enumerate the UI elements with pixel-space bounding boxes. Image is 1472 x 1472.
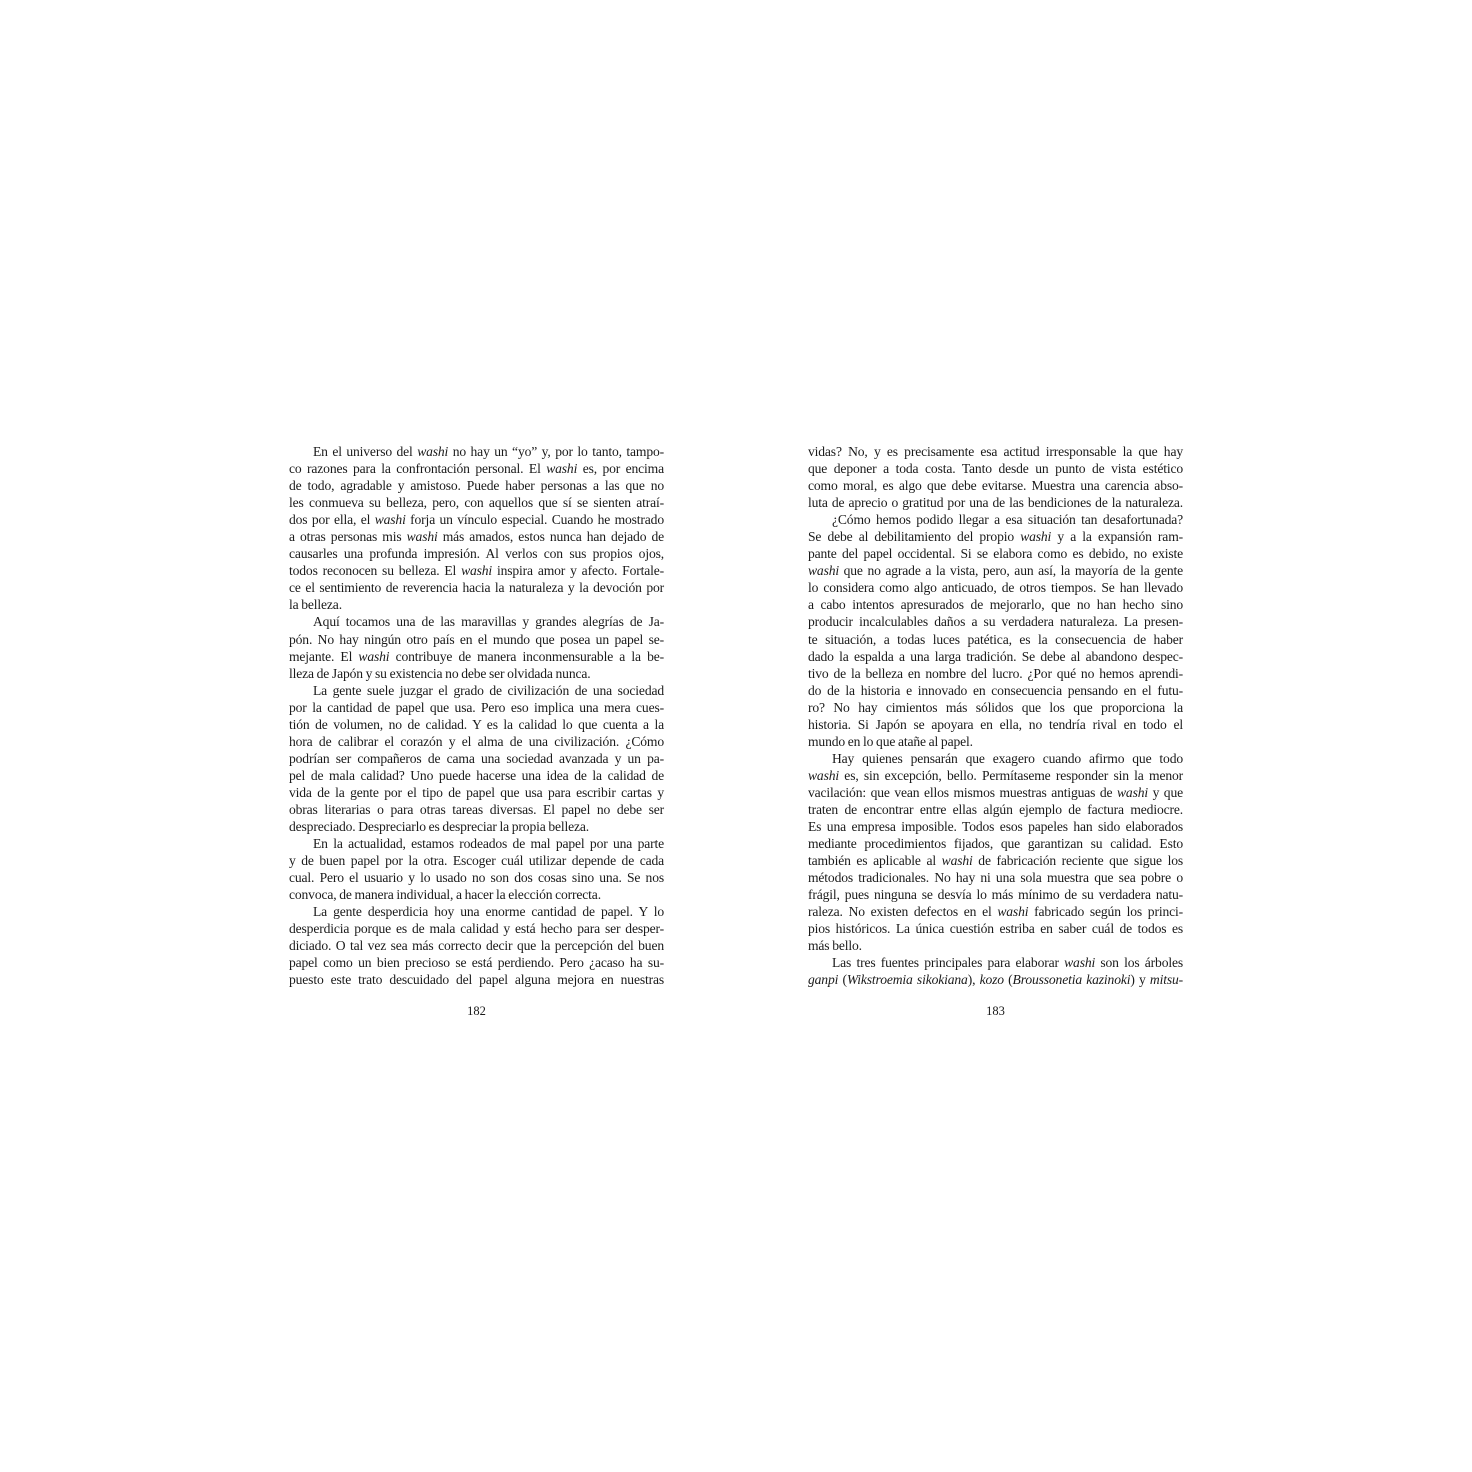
text-run: es, sin excepción, bello. Permítaseme responder sin la menor	[838, 767, 1183, 783]
text-run: que no agrade a la vista, pero, aun así, la mayoría de la gente	[838, 563, 1183, 579]
text-run: dado la espalda a una larga tradición. Se debe al abandono despec-	[808, 648, 1183, 664]
text-run: ¿Cómo hemos podido llegar a esa situación tan desafortunada?	[832, 512, 1183, 528]
text-line	[289, 767, 664, 784]
right-page-body-text	[808, 443, 1183, 988]
text-line	[289, 528, 664, 545]
text-run: la belleza.	[289, 597, 342, 613]
text-run: luta de aprecio o gratitud por una de las bendiciones de la naturaleza.	[808, 495, 1183, 511]
text-run: En la actualidad, estamos rodeados de mal papel por una parte	[313, 836, 664, 852]
text-run: fabricado según los princi-	[1028, 904, 1183, 920]
text-line	[289, 801, 664, 818]
text-run: podrían ser compañeros de cama una sociedad avanzada y un pa-	[289, 750, 664, 766]
text-line	[808, 494, 1183, 511]
italic-text: washi	[808, 563, 839, 579]
text-line	[808, 579, 1183, 596]
text-line	[289, 648, 664, 665]
text-line	[289, 545, 664, 562]
text-line	[808, 920, 1183, 937]
text-run: obras literarias o para otras tareas diversas. El papel no debe ser	[289, 801, 664, 817]
text-line	[808, 886, 1183, 903]
italic-text: washi	[1117, 784, 1148, 800]
text-run: pante del papel occidental. Si se elabora como es debido, no existe	[808, 546, 1183, 562]
text-line	[808, 562, 1183, 579]
text-run: Se debe al debilitamiento del propio	[808, 529, 1021, 545]
text-run: tivo de la belleza en nombre del lucro. ¿Por qué no hemos aprendi-	[808, 665, 1183, 681]
text-line	[808, 903, 1183, 920]
text-run: co razones para la confrontación personal. El	[289, 461, 547, 477]
text-line	[808, 631, 1183, 648]
text-line	[289, 750, 664, 767]
text-run: ro? No hay cimientos más sólidos que los que proporciona la	[808, 699, 1183, 715]
italic-text: washi	[808, 767, 839, 783]
text-line	[289, 937, 664, 954]
text-run: ),	[967, 972, 980, 988]
left-page-number: 182	[467, 1004, 486, 1018]
text-line	[808, 937, 1183, 954]
italic-text: mitsu-	[1149, 972, 1183, 988]
italic-text: ganpi	[808, 972, 839, 988]
italic-text: washi	[358, 648, 390, 664]
text-line	[808, 835, 1183, 852]
text-run: no hay un “yo” y, por lo tanto, tampo-	[448, 444, 664, 459]
text-run: mundo en lo que atañe al papel.	[808, 733, 973, 749]
text-run: pón. No hay ningún otro país en el mundo que posea un papel se-	[289, 631, 664, 647]
text-run: a cabo intentos apresurados de mejorarlo, que no han hecho sino	[808, 597, 1183, 613]
left-page-body-text	[289, 443, 665, 988]
text-run: también es aplicable al	[808, 853, 942, 869]
text-run: tión de volumen, no de calidad. Y es la calidad lo que cuenta a la	[289, 716, 664, 732]
text-line	[289, 460, 664, 477]
text-run: vidas? No, y es precisamente esa actitud irresponsable la que hay	[808, 444, 1183, 459]
text-run: te situación, a todas luces patética, es la consecuencia de haber	[808, 631, 1183, 647]
text-run: raleza. No existen defectos en el	[808, 904, 998, 920]
text-run: convoca, de manera individual, a hacer la elección correcta.	[289, 887, 601, 903]
left-page	[289, 443, 665, 1018]
text-line	[289, 494, 664, 511]
text-line	[289, 886, 664, 903]
text-line	[289, 443, 664, 460]
italic-text: washi	[997, 904, 1029, 920]
text-run: por la cantidad de papel que usa. Pero eso implica una mera cues-	[289, 699, 664, 715]
text-line	[808, 750, 1183, 767]
italic-text: washi	[1064, 955, 1096, 971]
text-line	[808, 954, 1183, 971]
text-run: mediante procedimientos fijados, que garantizan su calidad. Esto	[808, 836, 1183, 852]
text-run: La gente desperdicia hoy una enorme cantidad de papel. Y lo	[313, 904, 664, 920]
text-run: Aquí tocamos una de las maravillas y grandes alegrías de Ja-	[313, 614, 664, 630]
text-line	[289, 818, 664, 835]
text-run: Es una empresa imposible. Todos esos papeles han sido elaborados	[808, 819, 1183, 835]
italic-text: washi	[406, 529, 438, 545]
text-line	[808, 511, 1183, 528]
text-run: En el universo del	[313, 444, 418, 459]
text-line	[289, 784, 664, 801]
text-line	[808, 596, 1183, 613]
text-line	[289, 971, 664, 988]
right-page-number: 183	[986, 1004, 1005, 1018]
text-line	[808, 613, 1183, 630]
text-run: y a la expansión ram-	[1051, 529, 1183, 545]
text-run: dos por ella, el	[289, 512, 375, 528]
text-line	[808, 852, 1183, 869]
italic-text: kozo	[979, 972, 1004, 988]
text-run: inspira amor y afecto. Fortale-	[492, 563, 664, 579]
text-line	[808, 784, 1183, 801]
text-run: que deponer a toda costa. Tanto desde un punto de vista estético	[808, 461, 1183, 477]
text-line	[808, 528, 1183, 545]
text-line	[808, 733, 1183, 750]
text-run: pios históricos. La única cuestión estriba en saber cuál de todos es	[808, 921, 1183, 937]
text-line	[808, 443, 1183, 460]
text-run: causarles una profunda impresión. Al verlos con sus propios ojos,	[289, 546, 664, 562]
text-run: más bello.	[808, 938, 862, 954]
text-run: contribuye de manera inconmensurable a la be-	[389, 648, 664, 664]
text-line	[808, 818, 1183, 835]
text-line	[808, 682, 1183, 699]
text-run: pel de mala calidad? Uno puede hacerse una idea de la calidad de	[289, 767, 664, 783]
italic-text: washi	[1020, 529, 1052, 545]
text-line	[808, 971, 1183, 988]
text-run: (	[838, 972, 847, 988]
text-run: historia. Si Japón se apoyara en ella, no tendría rival en todo el	[808, 716, 1183, 732]
text-line	[808, 477, 1183, 494]
text-line	[289, 835, 664, 852]
text-run: hora de calibrar el corazón y el alma de una civilización. ¿Cómo	[289, 733, 664, 749]
text-line	[289, 920, 664, 937]
text-line	[289, 562, 664, 579]
text-line	[289, 613, 664, 630]
text-line	[808, 801, 1183, 818]
text-run: forja un vínculo especial. Cuando he mostrado	[405, 512, 664, 528]
text-run: a otras personas mis	[289, 529, 407, 545]
text-run: desperdicia porque es de mala calidad y está hecho para ser desper-	[289, 921, 664, 937]
text-line	[289, 716, 664, 733]
text-run: les conmueva su belleza, pero, con aquellos que sí se sienten atraí-	[289, 495, 664, 511]
text-run: métodos tradicionales. No hay ni una sola muestra que sea pobre o	[808, 870, 1183, 886]
text-run: producir incalculables daños a su verdadera naturaleza. La presen-	[808, 614, 1183, 630]
italic-text: washi	[941, 853, 973, 869]
text-run: ) y	[1130, 972, 1150, 988]
text-run: y que	[1147, 784, 1183, 800]
text-line	[289, 954, 664, 971]
text-run: cual. Pero el usuario y lo usado no son dos cosas sino una. Se nos	[289, 870, 664, 886]
text-run: y de buen papel por la otra. Escoger cuál utilizar depende de cada	[289, 853, 664, 869]
italic-text: washi	[374, 512, 406, 528]
text-run: La gente suele juzgar el grado de civilización de una sociedad	[313, 682, 664, 698]
right-page	[808, 443, 1183, 1018]
text-run: son los árboles	[1095, 955, 1183, 971]
text-run: frágil, pues ninguna se desvía lo más mínimo de su verdadera natu-	[808, 887, 1183, 903]
text-run: todos reconocen su belleza. El	[289, 563, 462, 579]
text-run: Las tres fuentes principales para elaborar	[832, 955, 1065, 971]
italic-text: washi	[417, 444, 449, 459]
text-line	[289, 579, 664, 596]
text-run: vacilación: que vean ellos mismos muestras antiguas de	[808, 784, 1117, 800]
text-line	[808, 648, 1183, 665]
text-run: de todo, agradable y amistoso. Puede haber personas a las que no	[289, 478, 664, 494]
text-run: Hay quienes pensarán que exagero cuando afirmo que todo	[832, 750, 1183, 766]
text-run: es, por encima	[577, 461, 664, 477]
text-line	[808, 665, 1183, 682]
text-run: traten de encontrar entre ellas algún ejemplo de factura mediocre.	[808, 801, 1183, 817]
text-run: lo considera como algo anticuado, de otros tiempos. Se han llevado	[808, 580, 1183, 596]
text-line	[289, 596, 664, 613]
text-line	[808, 460, 1183, 477]
text-line	[808, 699, 1183, 716]
text-line	[808, 545, 1183, 562]
text-line	[289, 477, 664, 494]
text-run: vida de la gente por el tipo de papel que usa para escribir cartas y	[289, 784, 664, 800]
text-line	[289, 511, 664, 528]
text-line	[289, 682, 664, 699]
text-line	[808, 869, 1183, 886]
text-run: despreciado. Despreciarlo es despreciar la propia belleza.	[289, 819, 590, 835]
text-line	[808, 716, 1183, 733]
text-run: puesto este trato descuidado del papel alguna mejora en nuestras	[289, 972, 664, 988]
text-line	[289, 631, 664, 648]
text-run: lleza de Japón y su existencia no debe ser olvidada nunca.	[289, 665, 591, 681]
text-run: diciado. O tal vez sea más correcto decir que la percepción del buen	[289, 938, 664, 954]
text-line	[289, 699, 664, 716]
text-line	[289, 733, 664, 750]
text-run: ce el sentimiento de reverencia hacia la naturaleza y la devoción por	[289, 580, 664, 596]
italic-text: washi	[461, 563, 493, 579]
text-run: papel como un bien precioso se está perdiendo. Pero ¿acaso ha su-	[289, 955, 664, 971]
text-run: mejante. El	[289, 648, 359, 664]
text-run: de fabricación reciente que sigue los	[972, 853, 1183, 869]
text-run: do de la historia e innovado en consecuencia pensando en el futu-	[808, 682, 1183, 698]
text-line	[808, 767, 1183, 784]
italic-text: Broussonetia kazinoki	[1012, 972, 1131, 988]
text-run: como moral, es algo que debe evitarse. Muestra una carencia abso-	[808, 478, 1183, 494]
text-line	[289, 665, 664, 682]
text-run: más amados, estos nunca han dejado de	[437, 529, 665, 545]
italic-text: Wikstroemia sikokiana	[846, 972, 968, 988]
text-run: (	[1003, 972, 1013, 988]
text-line	[289, 869, 664, 886]
text-line	[289, 852, 664, 869]
italic-text: washi	[546, 461, 578, 477]
text-line	[289, 903, 664, 920]
